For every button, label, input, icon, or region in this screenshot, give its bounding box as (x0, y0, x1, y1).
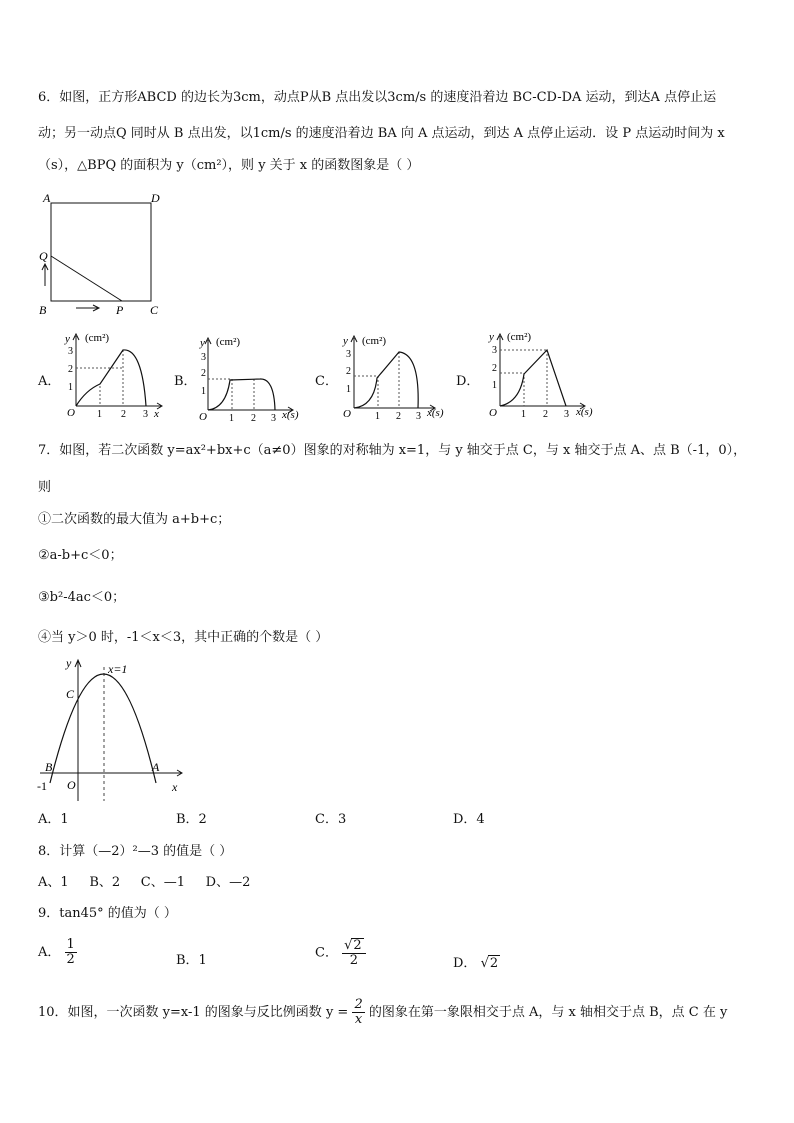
graph-a-origin: O (67, 407, 75, 419)
label-A: A (152, 760, 160, 774)
q10-text-pre: 10．如图，一次函数 y=x-1 的图象与反比例函数 y = (38, 1005, 349, 1020)
svg-text:3: 3 (271, 413, 276, 424)
q7-line1: 7．如图，若二次函数 y=ax²+bx+c（a≠0）图象的对称轴为 x=1，与 y 轴交于点 C，与 x 轴交于点 A、点 B（-1，0）， (38, 443, 747, 458)
svg-text:O: O (489, 407, 497, 419)
label-O: O (67, 778, 76, 792)
q6-graph-d (480, 328, 600, 420)
label-x-eq-1: x=1 (108, 662, 128, 676)
svg-text:3: 3 (564, 409, 569, 420)
graph-c-curve (354, 352, 418, 408)
svg-text:3: 3 (68, 346, 73, 357)
svg-text:2: 2 (251, 413, 256, 424)
q9-option-d-radicand: 2 (489, 956, 499, 971)
q6-line1: 6．如图，正方形ABCD 的边长为3cm，动点P从B 点出发以3cm/s 的速度沿着边 BC-CD-DA 运动，到达A 点停止运 (38, 90, 717, 105)
svg-text:2: 2 (201, 368, 206, 379)
q8-text: 8．计算（—2）²—3 的值是（ ） (38, 844, 233, 859)
sqrt-icon: √ (480, 956, 489, 971)
q6-graph-c (334, 330, 454, 422)
q7-statement-1: ①二次函数的最大值为 a+b+c； (38, 512, 231, 527)
sqrt-icon: √ (344, 938, 353, 953)
q6-option-b-letter[interactable]: B． (174, 374, 197, 389)
svg-text:y: y (200, 337, 205, 349)
graph-a-curve (76, 350, 146, 406)
graph-a-xlabel: x (154, 408, 159, 420)
q7-parabola-figure (34, 655, 189, 805)
q10-text-post: 的图象在第一象限相交于点 A，与 x 轴相交于点 B，点 C 在 y (368, 1005, 728, 1020)
svg-text:O: O (343, 408, 351, 420)
q7-statement-3: ③b²-4ac＜0； (38, 590, 126, 605)
graph-a-ylabel: y (65, 333, 70, 345)
q6-graph-a (58, 328, 173, 420)
fraction-sqrt2-over-2: $\frac{√2}{2}$ (342, 938, 366, 968)
svg-text:y: y (489, 331, 494, 343)
q6-option-d-letter[interactable]: D． (456, 374, 480, 389)
q9-text: 9．tan45° 的值为（ ） (38, 906, 177, 921)
graph-a-unit: (cm²) (85, 332, 110, 344)
label-B: B (39, 303, 47, 317)
svg-text:1: 1 (375, 411, 380, 422)
q10-line (38, 998, 727, 1027)
q9-option-c[interactable] (315, 938, 366, 968)
q9-option-a[interactable] (38, 938, 77, 967)
svg-text:x(s): x(s) (282, 409, 299, 421)
svg-text:O: O (199, 411, 207, 423)
q7-option-c[interactable]: C．3 (315, 812, 347, 827)
graph-d-curve (500, 350, 566, 406)
svg-text:2: 2 (492, 363, 497, 374)
label-P: P (116, 303, 124, 317)
svg-text:1: 1 (346, 384, 351, 395)
svg-text:3: 3 (492, 345, 497, 356)
label-D: D (151, 191, 160, 205)
q6-option-c-letter[interactable]: C． (315, 374, 338, 389)
svg-text:2: 2 (121, 409, 126, 420)
q6-option-a-letter[interactable]: A． (38, 374, 61, 389)
svg-text:(cm²): (cm²) (216, 336, 241, 348)
q7-statement-4: ④当 y＞0 时，-1＜x＜3，其中正确的个数是（ ） (38, 630, 329, 645)
q9-option-b[interactable]: B．1 (176, 953, 207, 968)
q8-options[interactable]: A、1 B、2 C、—1 D、—2 (38, 875, 251, 890)
svg-text:(cm²): (cm²) (362, 335, 387, 347)
q7-line2: 则 (38, 480, 52, 495)
svg-text:(cm²): (cm²) (507, 331, 532, 343)
label-A: A (43, 191, 51, 205)
q6-graph-b (194, 332, 309, 424)
svg-text:y: y (343, 335, 348, 347)
svg-text:3: 3 (416, 411, 421, 422)
svg-text:1: 1 (68, 382, 73, 393)
svg-text:3: 3 (143, 409, 148, 420)
svg-text:1: 1 (492, 380, 497, 391)
q9-option-c-letter: C． (315, 945, 338, 961)
q6-line3: （s），△BPQ 的面积为 y（cm²），则 y 关于 x 的函数图象是（ ） (38, 158, 420, 173)
label-Q: Q (39, 249, 48, 263)
svg-text:2: 2 (543, 409, 548, 420)
label-y: y (66, 656, 72, 670)
segment-qp (51, 256, 122, 301)
svg-text:1: 1 (201, 386, 206, 397)
svg-text:1: 1 (97, 409, 102, 420)
svg-text:3: 3 (201, 352, 206, 363)
q7-option-b[interactable]: B．2 (176, 812, 207, 827)
q9-option-d-letter: D． (453, 956, 477, 971)
label-C: C (66, 687, 75, 701)
q9-option-d[interactable] (453, 952, 500, 971)
q7-option-a[interactable]: A．1 (38, 812, 69, 827)
svg-text:2: 2 (68, 364, 73, 375)
q9-option-a-letter: A． (38, 945, 61, 960)
fraction-one-half: $\frac{1}{2}$ (66, 937, 75, 967)
label-C: C (150, 303, 159, 317)
svg-text:x(s): x(s) (427, 407, 444, 419)
label-x: x (172, 780, 178, 794)
q6-line2: 动；另一动点Q 同时从 B 点出发，以1cm/s 的速度沿着边 BA 向 A 点运动，到达 A 点停止运动．设 P 点运动时间为 x (38, 126, 725, 141)
label-neg1: -1 (37, 779, 47, 793)
svg-text:x(s): x(s) (576, 406, 593, 418)
svg-text:2: 2 (396, 411, 401, 422)
svg-text:2: 2 (346, 366, 351, 377)
label-B: B (45, 760, 53, 774)
svg-text:1: 1 (229, 413, 234, 424)
graph-b-curve (208, 379, 275, 410)
square-abcd (51, 203, 151, 301)
svg-text:1: 1 (521, 409, 526, 420)
fraction-2-over-x: $\frac{2}{x}$ (354, 997, 363, 1027)
q7-option-d[interactable]: D．4 (453, 812, 485, 827)
svg-text:3: 3 (346, 349, 351, 360)
q7-statement-2: ②a-b+c＜0； (38, 548, 123, 563)
q6-square-figure (34, 190, 169, 318)
